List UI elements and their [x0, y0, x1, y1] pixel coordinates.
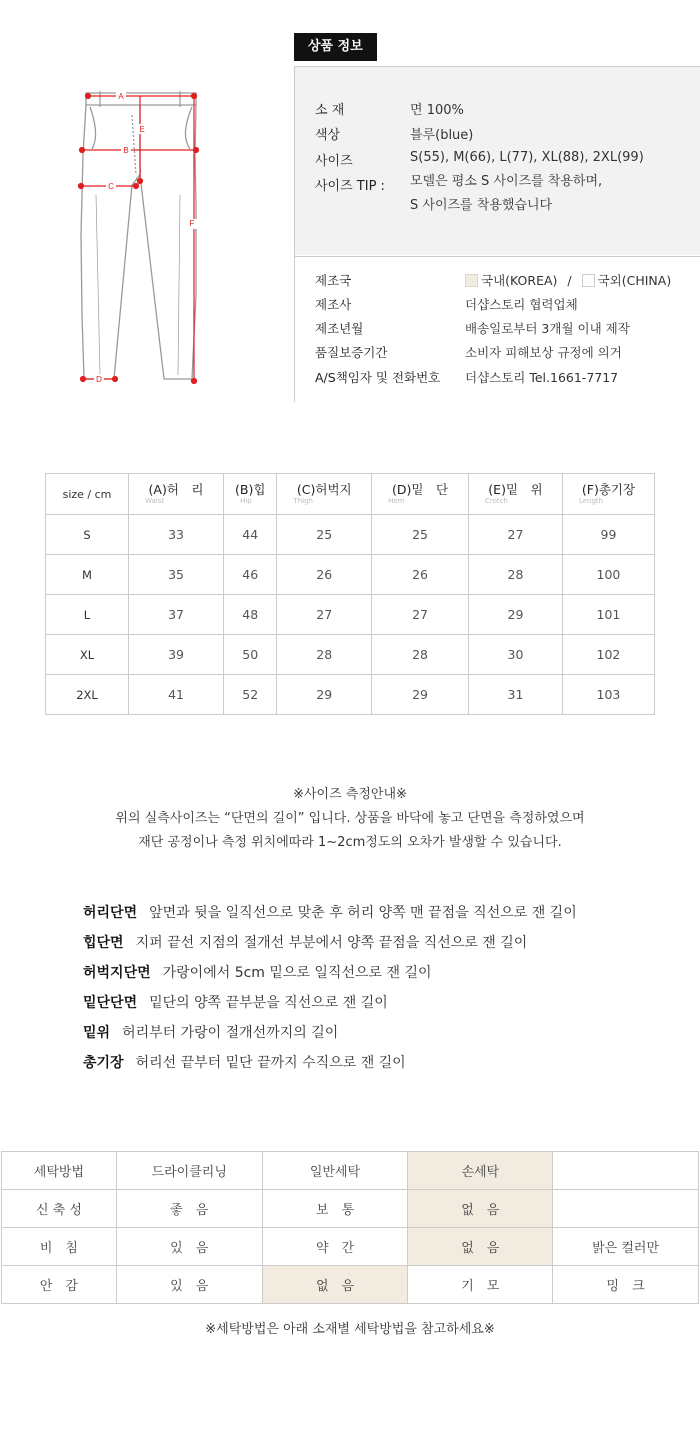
size-value-cell: 29	[372, 675, 469, 715]
size-name-cell: S	[46, 515, 129, 555]
size-row	[46, 635, 655, 675]
wash-value-cell	[553, 1190, 699, 1228]
spec-value: 블루(blue)	[410, 128, 474, 143]
col-sub-label: Length	[578, 496, 604, 505]
pants-measurement-diagram	[60, 75, 235, 395]
size-value-cell: 46	[224, 555, 277, 595]
definition-term: 밑위	[83, 1025, 111, 1041]
col-label: (E)밑 위	[488, 481, 543, 497]
product-info-tag: 상품 정보	[294, 33, 377, 61]
size-col-header	[562, 474, 654, 515]
definition-desc: 허리부터 가랑이 절개선까지의 길이	[122, 1025, 339, 1041]
spec-value: S(55), M(66), L(77), XL(88), 2XL(99)	[410, 150, 644, 165]
spec-label: 색상	[315, 128, 341, 143]
measure-point	[134, 184, 139, 189]
size-value-cell: 101	[562, 595, 654, 635]
size-value-cell: 37	[129, 595, 224, 635]
wash-value-cell: 보 통	[262, 1190, 408, 1228]
notes-line: 위의 실측사이즈는 “단면의 길이” 입니다. 상품을 바닥에 놓고 단면을 측정하였으며	[115, 811, 585, 826]
size-value-cell: 28	[277, 635, 372, 675]
washing-table	[1, 1151, 699, 1304]
size-value-cell: 28	[468, 555, 562, 595]
measure-point	[80, 148, 85, 153]
size-value-cell: 48	[224, 595, 277, 635]
definition-row	[83, 928, 683, 958]
size-value-cell: 26	[277, 555, 372, 595]
size-value-cell: 103	[562, 675, 654, 715]
wash-label-cell: 안 감	[2, 1266, 117, 1304]
wash-value-cell: 없 음	[408, 1228, 553, 1266]
size-notes	[0, 783, 700, 855]
origin-label: 제조년월	[315, 321, 364, 336]
size-name-cell: M	[46, 555, 129, 595]
size-value-cell: 99	[562, 515, 654, 555]
definition-desc: 밑단의 양쪽 끝부분을 직선으로 잰 길이	[149, 995, 388, 1011]
col-sub-label: Thigh	[293, 496, 313, 505]
size-row	[46, 675, 655, 715]
size-value-cell: 39	[129, 635, 224, 675]
checkbox-korea-checked	[465, 274, 478, 287]
size-value-cell: 44	[224, 515, 277, 555]
wash-value-cell: 없 음	[408, 1190, 553, 1228]
definition-term: 허벅지단면	[83, 965, 151, 981]
col-label: (B)힙	[235, 481, 266, 497]
size-value-cell: 31	[468, 675, 562, 715]
measure-point	[138, 179, 143, 184]
diagram-label-c: C	[108, 182, 114, 191]
wash-value-cell: 밝은 컬러만	[553, 1228, 699, 1266]
wash-row	[2, 1266, 699, 1304]
tip-line: S 사이즈를 착용했습니다	[410, 198, 553, 213]
origin-separator: /	[567, 273, 572, 288]
wash-row	[2, 1190, 699, 1228]
origin-label: A/S책임자 및 전화번호	[315, 370, 441, 385]
wash-value-cell: 기 모	[408, 1266, 553, 1304]
spec-value: 면 100%	[410, 103, 464, 118]
front-pocket-left	[90, 107, 96, 149]
definition-row	[83, 988, 683, 1018]
size-name-cell: L	[46, 595, 129, 635]
size-value-cell: 27	[277, 595, 372, 635]
size-value-cell: 26	[372, 555, 469, 595]
col-label: (C)허벅지	[296, 481, 352, 497]
size-row	[46, 595, 655, 635]
size-value-cell: 35	[129, 555, 224, 595]
wash-value-cell: 손세탁	[408, 1152, 553, 1190]
wash-label-cell: 신 축 성	[2, 1190, 117, 1228]
origin-domestic: 국내(KOREA)	[481, 273, 558, 288]
col-label: (D)밑 단	[392, 481, 449, 497]
size-value-cell: 52	[224, 675, 277, 715]
wash-label-cell: 비 침	[2, 1228, 117, 1266]
size-col-header	[277, 474, 372, 515]
size-row	[46, 515, 655, 555]
origin-value: 소비자 피해보상 규정에 의거	[465, 345, 622, 360]
spec-value	[410, 170, 700, 218]
col-sub-label: Hip	[240, 496, 252, 505]
origin-value	[465, 271, 700, 289]
diagram-label-b: B	[123, 146, 129, 155]
measure-point	[79, 184, 84, 189]
spec-panel	[295, 67, 700, 255]
origin-panel	[295, 256, 700, 402]
origin-value: 더샵스토리 협력업체	[465, 297, 578, 312]
definition-row	[83, 1048, 683, 1078]
size-table-corner: size / cm	[46, 474, 129, 515]
measure-point	[81, 377, 86, 382]
definition-row	[83, 1018, 683, 1048]
definition-term: 총기장	[83, 1055, 124, 1071]
size-value-cell: 29	[468, 595, 562, 635]
measure-point	[86, 94, 91, 99]
spec-label: 소 재	[315, 103, 345, 118]
wash-row	[2, 1152, 699, 1190]
wash-label-cell: 세탁방법	[2, 1152, 117, 1190]
washing-footer-note: ※세탁방법은 아래 소재별 세탁방법을 참고하세요※	[205, 1322, 495, 1337]
col-sub-label: Hem	[388, 496, 405, 505]
wash-value-cell: 있 음	[116, 1266, 262, 1304]
size-value-cell: 30	[468, 635, 562, 675]
fly-stitch	[132, 115, 136, 175]
spec-label: 사이즈	[315, 154, 353, 169]
size-col-header	[468, 474, 562, 515]
wash-value-cell: 밍 크	[553, 1266, 699, 1304]
size-row	[46, 555, 655, 595]
wash-value-cell: 없 음	[262, 1266, 408, 1304]
measure-point	[192, 379, 197, 384]
definition-row	[83, 958, 683, 988]
wash-value-cell: 일반세탁	[262, 1152, 408, 1190]
measurement-definitions	[83, 898, 683, 1078]
definition-term: 밑단단면	[83, 995, 138, 1011]
diagram-label-d: D	[96, 375, 102, 384]
size-value-cell: 25	[372, 515, 469, 555]
col-label: (F)총기장	[581, 481, 636, 497]
wash-value-cell	[553, 1152, 699, 1190]
diagram-label-e: E	[139, 125, 145, 134]
col-label: (A)허 리	[148, 481, 204, 497]
size-name-cell: XL	[46, 635, 129, 675]
origin-label: 제조국	[315, 273, 352, 288]
origin-label: 제조사	[315, 297, 352, 312]
definition-desc: 가랑이에서 5cm 밑으로 일직선으로 잰 길이	[162, 965, 432, 981]
notes-title: ※사이즈 측정안내※	[293, 787, 407, 802]
front-pocket-right	[185, 107, 192, 149]
crease-right	[178, 195, 180, 375]
definition-desc: 지퍼 끝선 지점의 절개선 부분에서 양쪽 끝점을 직선으로 잰 길이	[135, 935, 528, 951]
size-table	[45, 473, 655, 715]
size-value-cell: 28	[372, 635, 469, 675]
origin-foreign: 국외(CHINA)	[597, 273, 672, 288]
definition-desc: 앞면과 뒷을 일직선으로 맞춘 후 허리 양쪽 맨 끝점을 직선으로 잰 길이	[149, 905, 577, 921]
size-value-cell: 102	[562, 635, 654, 675]
col-sub-label: Crotch	[484, 496, 508, 505]
measure-point	[113, 377, 118, 382]
definition-desc: 허리선 끝부터 밑단 끝까지 수직으로 잰 길이	[135, 1055, 406, 1071]
definition-row	[83, 898, 683, 928]
diagram-label-a: A	[118, 92, 124, 101]
wash-value-cell: 드라이클리닝	[116, 1152, 262, 1190]
origin-label: 품질보증기간	[315, 345, 388, 360]
size-value-cell: 50	[224, 635, 277, 675]
size-value-cell: 27	[372, 595, 469, 635]
crease-left	[96, 195, 100, 375]
size-name-cell: 2XL	[46, 675, 129, 715]
wash-row	[2, 1228, 699, 1266]
origin-value: 배송일로부터 3개월 이내 제작	[465, 321, 630, 336]
size-value-cell: 29	[277, 675, 372, 715]
wash-value-cell: 약 간	[262, 1228, 408, 1266]
size-value-cell: 41	[129, 675, 224, 715]
diagram-label-f: F	[189, 219, 195, 228]
size-col-header	[224, 474, 277, 515]
size-value-cell: 100	[562, 555, 654, 595]
size-value-cell: 25	[277, 515, 372, 555]
size-table-header	[46, 474, 655, 515]
definition-term: 허리단면	[83, 905, 138, 921]
tip-line: 모델은 평소 S 사이즈를 착용하며,	[410, 174, 603, 189]
size-value-cell: 33	[129, 515, 224, 555]
product-info-box	[294, 66, 700, 402]
spec-label: 사이즈 TIP :	[315, 179, 385, 194]
size-col-header	[372, 474, 469, 515]
checkbox-china-unchecked	[582, 274, 595, 287]
origin-value: 더샵스토리 Tel.1661-7717	[465, 370, 619, 385]
col-sub-label: Waist	[145, 496, 165, 505]
wash-value-cell: 좋 음	[116, 1190, 262, 1228]
size-col-header	[129, 474, 224, 515]
notes-line: 재단 공정이나 측정 위치에따라 1~2cm정도의 오차가 발생할 수 있습니다.	[138, 835, 562, 850]
definition-term: 힙단면	[83, 935, 124, 951]
size-value-cell: 27	[468, 515, 562, 555]
wash-value-cell: 있 음	[116, 1228, 262, 1266]
